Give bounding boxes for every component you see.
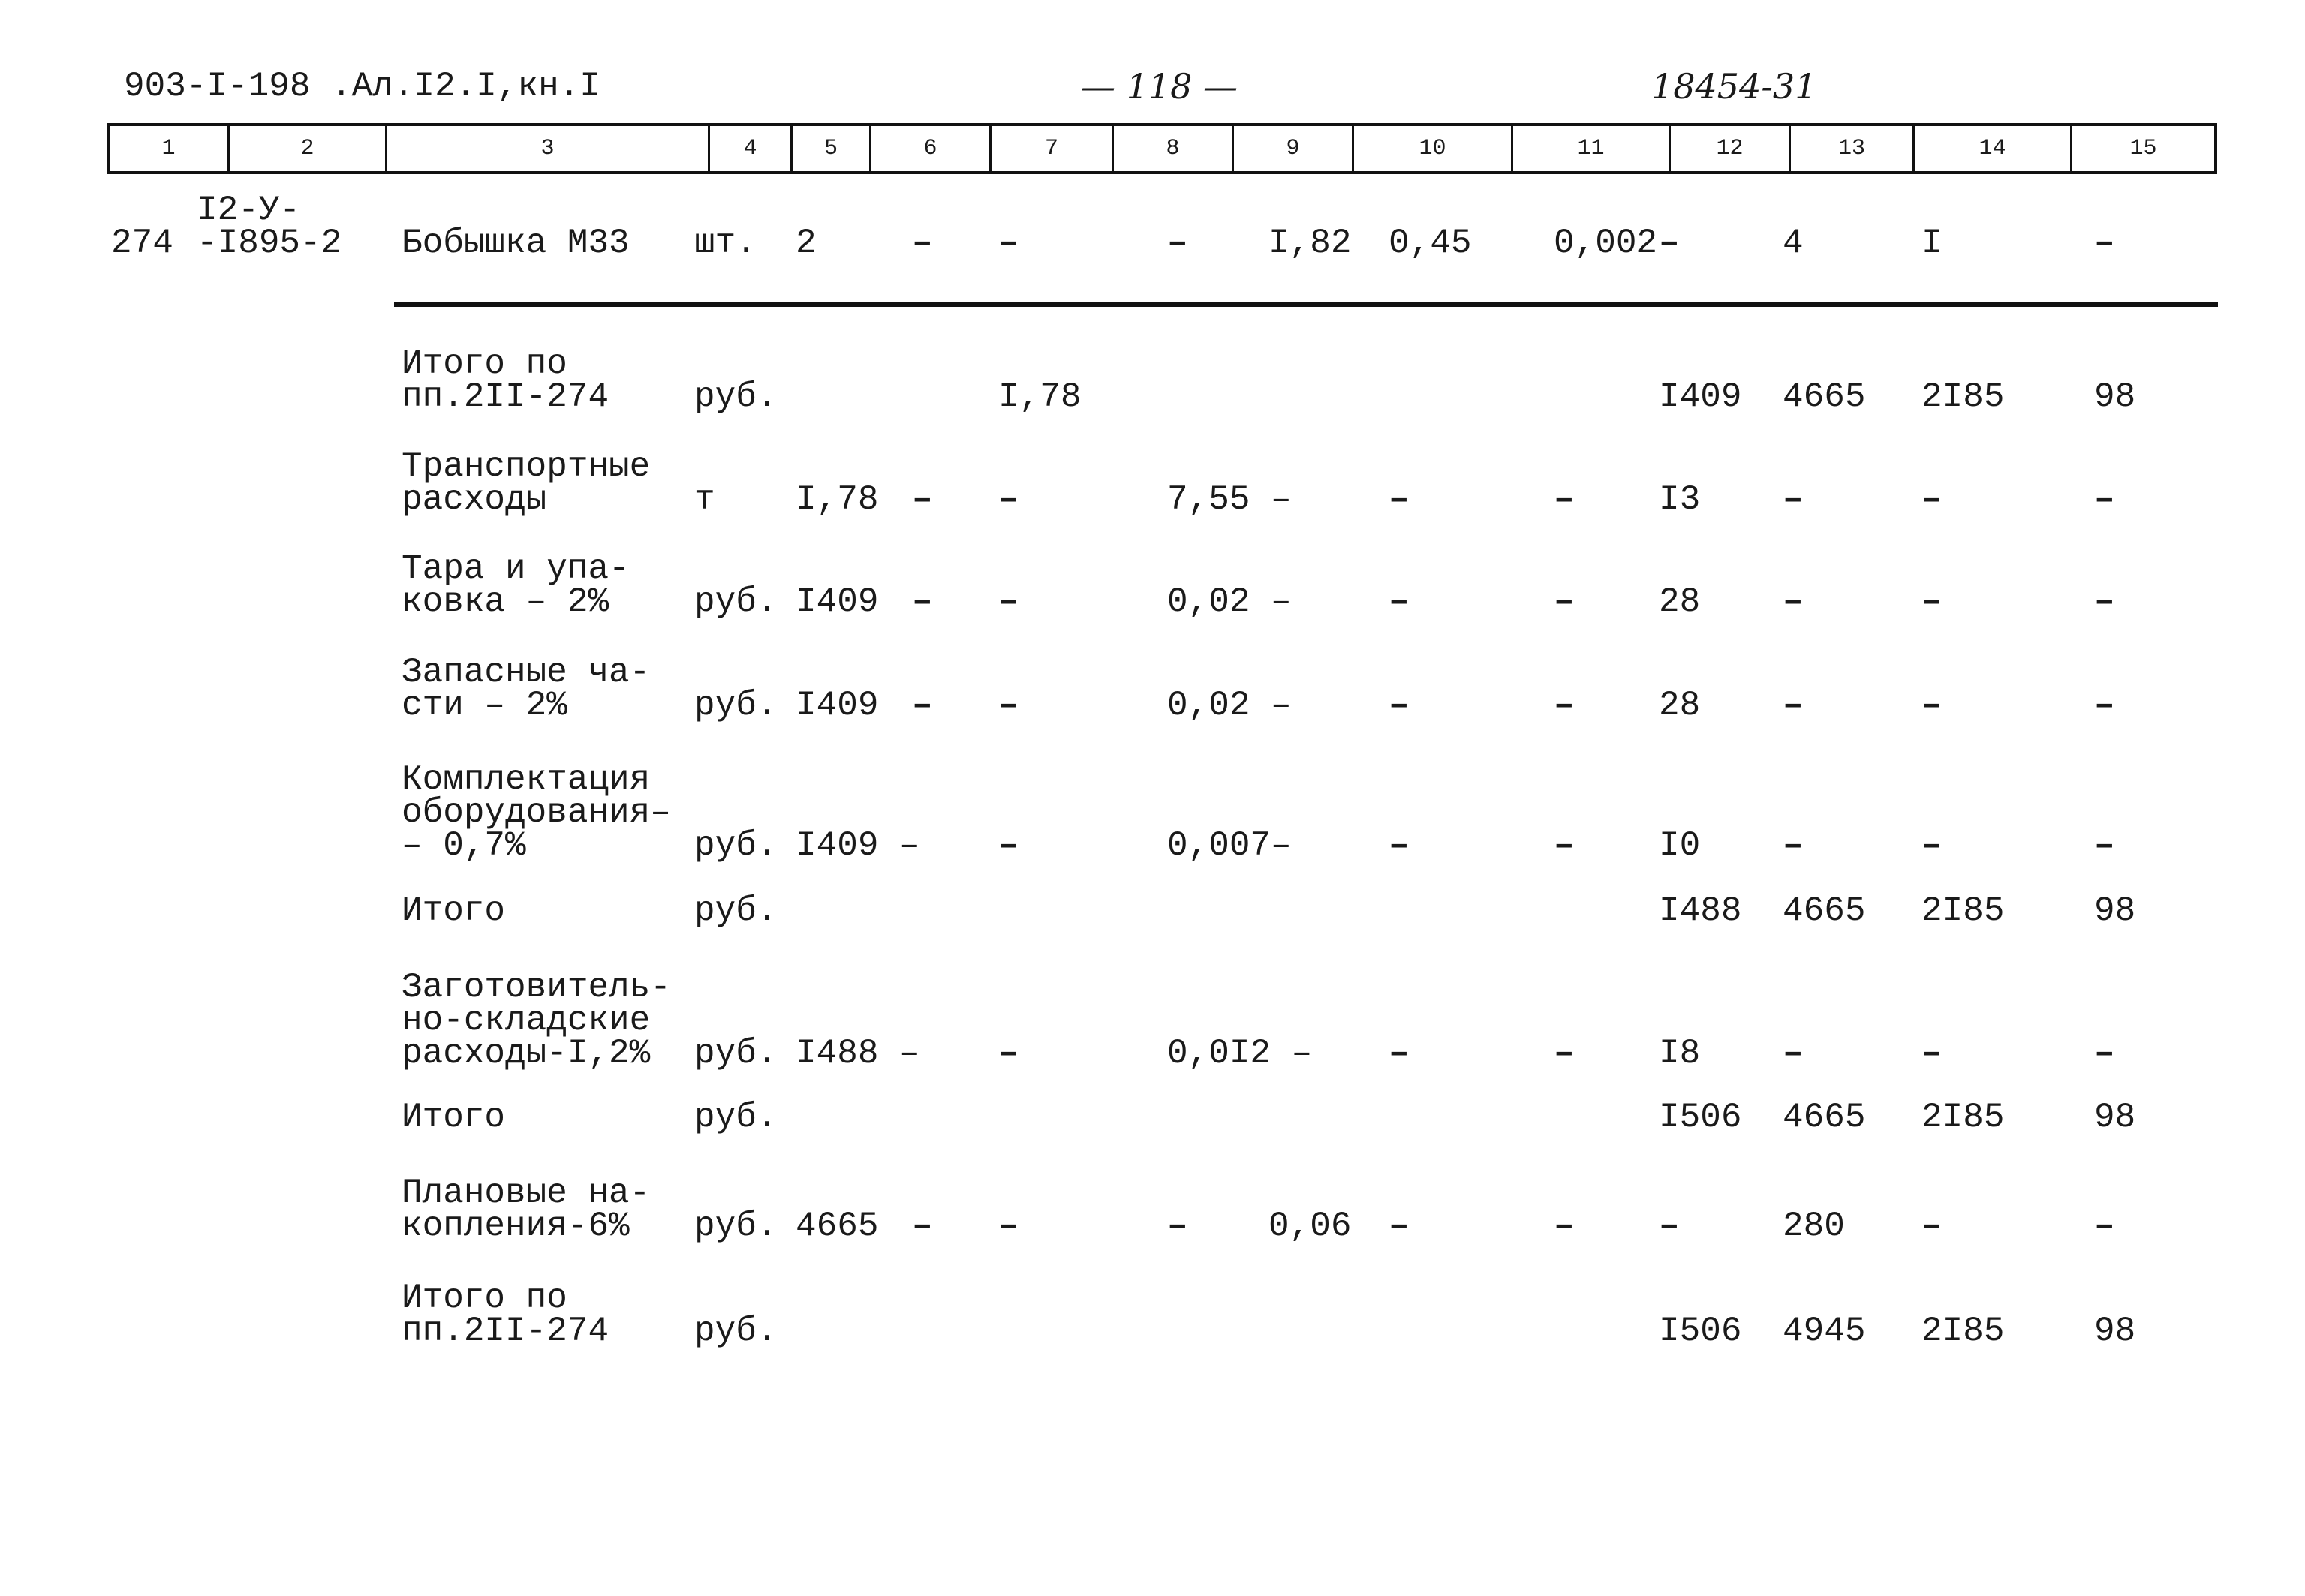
cell-c14: – [1921, 1034, 1942, 1073]
cell-c12: – [1659, 224, 1680, 263]
cell-c11: – [1554, 1207, 1575, 1246]
cell-unit: руб. [694, 1207, 778, 1246]
page-number: — 118 — [1081, 66, 1238, 107]
column-number: 2 [230, 126, 387, 171]
cell-c5: 4665 [796, 1207, 879, 1246]
cell-c14: – [1921, 582, 1942, 621]
cell-c11: – [1554, 1034, 1575, 1073]
cell-c15: 98 [2094, 1312, 2136, 1351]
cell-c13: 4665 [1783, 377, 1866, 416]
cell-unit: руб. [694, 1098, 778, 1137]
cell-c10: – [1389, 582, 1410, 621]
cell-c12: I0 [1659, 826, 1701, 865]
cell-c13: 4945 [1783, 1312, 1866, 1351]
cell-c10: – [1389, 1034, 1410, 1073]
cell-c12: 28 [1659, 582, 1701, 621]
cell-c13: – [1783, 1034, 1804, 1073]
cell-c7: – [998, 1207, 1019, 1246]
cell-unit: руб. [694, 582, 778, 621]
cell-c13: 4665 [1783, 891, 1866, 930]
document-number: 18454-31 [1651, 66, 1817, 107]
cell-c14: – [1921, 480, 1942, 519]
cell-unit: руб. [694, 826, 778, 865]
cell-name: Плановые на- копления-6% [402, 1174, 651, 1246]
cell-c13: – [1783, 480, 1804, 519]
cell-c13: 4 [1783, 224, 1804, 263]
cell-c2: I2-У- -I895-2 [197, 191, 342, 263]
cell-c7: – [998, 686, 1019, 725]
cell-name: Комплектация оборудования– – 0,7% [402, 760, 671, 865]
cell-name: Заготовитель- но-складские расходы-I,2% [402, 968, 671, 1073]
cell-c14: 2I85 [1921, 377, 2005, 416]
table-divider [394, 302, 2218, 307]
cell-c12: I8 [1659, 1034, 1701, 1073]
cell-c7: – [998, 480, 1019, 519]
column-number: 5 [793, 126, 871, 171]
column-number: 11 [1513, 126, 1671, 171]
cell-c12: I3 [1659, 480, 1701, 519]
cell-c11: – [1554, 686, 1575, 725]
cell-c8: 7,55 – [1167, 480, 1292, 519]
cell-c5: 2 [796, 224, 817, 263]
cell-name: Бобышка М33 [402, 224, 630, 263]
cell-unit: руб. [694, 377, 778, 416]
cell-unit: руб. [694, 1312, 778, 1351]
cell-name: Итого по пп.2II-274 [402, 1279, 609, 1351]
cell-c15: – [2094, 480, 2115, 519]
column-number: 7 [992, 126, 1114, 171]
cell-c15: – [2094, 224, 2115, 263]
cell-c14: I [1921, 224, 1942, 263]
cell-c15: 98 [2094, 377, 2136, 416]
cell-c8: 0,007– [1167, 826, 1292, 865]
cell-unit: т [694, 480, 715, 519]
cell-unit: руб. [694, 891, 778, 930]
cell-c14: 2I85 [1921, 1098, 2005, 1137]
cell-c10: – [1389, 686, 1410, 725]
cell-c5: I,78 [796, 480, 879, 519]
cell-c5: I488 – [796, 1034, 920, 1073]
cell-name: Транспортные расходы [402, 447, 651, 519]
cell-c14: 2I85 [1921, 1312, 2005, 1351]
cell-c8: 0,0I2 – [1167, 1034, 1313, 1073]
cell-c8: – [1167, 224, 1188, 263]
cell-c15: – [2094, 686, 2115, 725]
cell-c14: – [1921, 1207, 1942, 1246]
document-code: 903-I-198 .Ал.I2.I,кн.I [124, 67, 600, 106]
cell-name: Итого по пп.2II-274 [402, 344, 609, 416]
column-number: 6 [871, 126, 992, 171]
cell-c6: – [912, 582, 933, 621]
cell-c12: – [1659, 1207, 1680, 1246]
cell-name: Запасные ча- сти – 2% [402, 653, 651, 725]
column-number: 9 [1234, 126, 1354, 171]
cell-name: Итого [402, 1098, 506, 1137]
cell-c9: I,82 [1268, 224, 1352, 263]
cell-c10: – [1389, 480, 1410, 519]
column-number: 15 [2129, 136, 2157, 161]
column-number: 3 [387, 126, 710, 171]
cell-c11: – [1554, 826, 1575, 865]
cell-c6: – [912, 224, 933, 263]
cell-c7: – [998, 582, 1019, 621]
cell-unit: руб. [694, 1034, 778, 1073]
cell-c14: – [1921, 686, 1942, 725]
column-number: 4 [710, 126, 793, 171]
cell-c15: – [2094, 826, 2115, 865]
cell-c10: 0,45 [1389, 224, 1472, 263]
column-number: 14 [1915, 126, 2072, 171]
cell-c11: – [1554, 480, 1575, 519]
cell-c10: – [1389, 1207, 1410, 1246]
cell-c6: – [912, 686, 933, 725]
cell-c15: – [2094, 1034, 2115, 1073]
cell-c10: – [1389, 826, 1410, 865]
cell-c12: I488 [1659, 891, 1742, 930]
cell-c5: I409 [796, 582, 879, 621]
cell-c12: I506 [1659, 1098, 1742, 1137]
cell-c11: 0,002 [1554, 224, 1658, 263]
cell-unit: шт. [694, 224, 757, 263]
cell-c15: 98 [2094, 1098, 2136, 1137]
cell-c5: I409 – [796, 826, 920, 865]
cell-c11: – [1554, 582, 1575, 621]
column-number: 12 [1671, 126, 1791, 171]
cell-c1: 274 [111, 224, 173, 263]
cell-c5: I409 [796, 686, 879, 725]
cell-c12: I409 [1659, 377, 1742, 416]
cell-c7: – [998, 826, 1019, 865]
cell-name: Итого [402, 891, 506, 930]
cell-c13: 4665 [1783, 1098, 1866, 1137]
cell-c7: I,78 [998, 377, 1082, 416]
cell-c7: – [998, 1034, 1019, 1073]
cell-c8: 0,02 – [1167, 686, 1292, 725]
cell-c6: – [912, 1207, 933, 1246]
cell-c13: – [1783, 826, 1804, 865]
cell-c13: – [1783, 686, 1804, 725]
cell-unit: руб. [694, 686, 778, 725]
cell-c9: 0,06 [1268, 1207, 1352, 1246]
cell-c8: – [1167, 1207, 1188, 1246]
cell-c6: – [912, 480, 933, 519]
column-number-bar [107, 123, 2217, 174]
cell-c15: – [2094, 582, 2115, 621]
cell-c12: I506 [1659, 1312, 1742, 1351]
cell-c8: 0,02 – [1167, 582, 1292, 621]
column-number: 13 [1791, 126, 1915, 171]
column-number: 1 [110, 126, 230, 171]
cell-name: Тара и упа- ковка – 2% [402, 549, 630, 621]
cell-c15: 98 [2094, 891, 2136, 930]
cell-c15: – [2094, 1207, 2115, 1246]
cell-c14: – [1921, 826, 1942, 865]
cell-c7: – [998, 224, 1019, 263]
cell-c13: 280 [1783, 1207, 1845, 1246]
cell-c14: 2I85 [1921, 891, 2005, 930]
column-number: 8 [1114, 126, 1234, 171]
cell-c13: – [1783, 582, 1804, 621]
column-number: 10 [1354, 126, 1513, 171]
cell-c12: 28 [1659, 686, 1701, 725]
